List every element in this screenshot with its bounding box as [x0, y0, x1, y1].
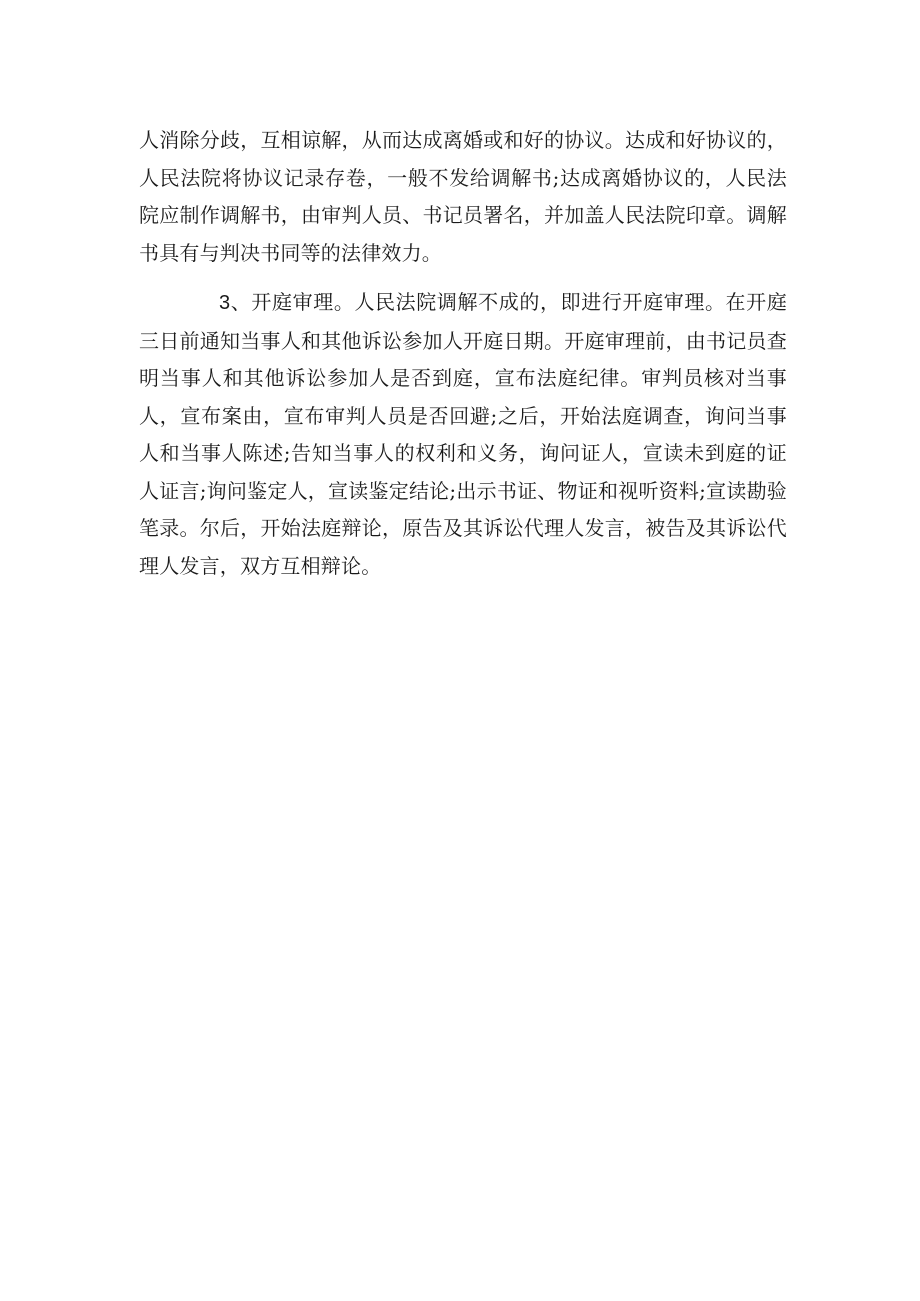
- paragraph-court-hearing: [139, 284, 787, 585]
- paragraph-court-hearing-text: 、开庭审理。人民法院调解不成的，即进行开庭审理。在开庭三日前通知当事人和其他诉讼参加人开庭日期。开庭审理前，由书记员查明当事人和其他诉讼参加人是否到庭，宣布法庭纪律。审判员核对当事人，宣布案由，宣布审判人员是否回避;之后，开始法庭调查，询问当事人和当事人陈述;告知当事人的权利和义务，询问证人，宣读未到庭的证人证言;询问鉴定人，宣读鉴定结论;出示书证、物证和视听资料;宣读勘验笔录。尔后，开始法庭辩论，原告及其诉讼代理人发言，被告及其诉讼代理人发言，双方互相辩论。: [139, 290, 787, 578]
- paragraph-number: 3: [219, 292, 231, 314]
- document-body: [139, 122, 787, 585]
- paragraph-mediation-outcome: 人消除分歧，互相谅解，从而达成离婚或和好的协议。达成和好协议的，人民法院将协议记录存卷，一般不发给调解书;达成离婚协议的，人民法院应制作调解书，由审判人员、书记员署名，并加盖人民法院印章。调解书具有与判决书同等的法律效力。: [139, 128, 787, 265]
